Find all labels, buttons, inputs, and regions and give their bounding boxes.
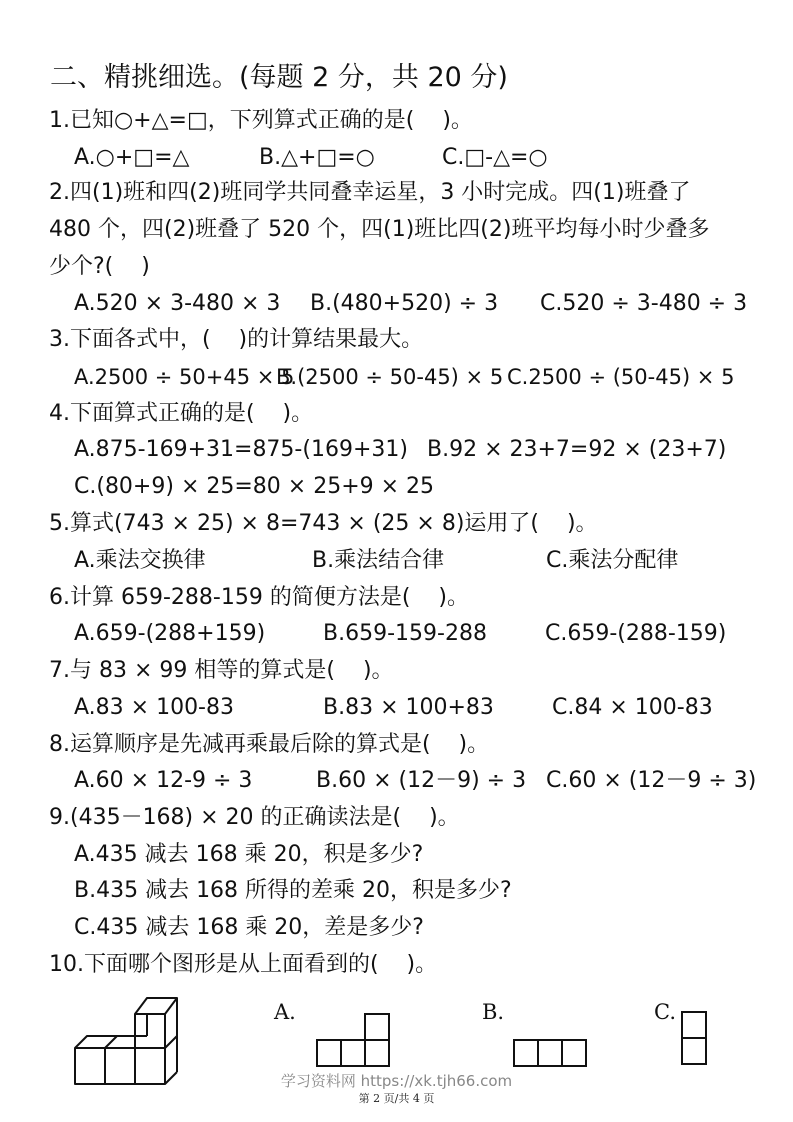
section-title: 二、精挑细选。(每题 2 分，共 20 分) xyxy=(50,62,508,93)
question-5-stem: 5.算式(743 × 25) × 8=743 × (25 × 8)运用了( )。 xyxy=(49,511,598,536)
question-2-stem-line-1: 2.四(1)班和四(2)班同学共同叠幸运星，3 小时完成。四(1)班叠了 xyxy=(49,180,691,205)
question-1-option-c[interactable]: C.□-△=○ xyxy=(442,145,548,170)
question-8-option-c[interactable]: C.60 × (12－9 ÷ 3) xyxy=(546,768,757,793)
question-7-option-a[interactable]: A.83 × 100-83 xyxy=(74,695,234,720)
question-8-stem: 8.运算顺序是先减再乘最后除的算式是( )。 xyxy=(49,732,490,757)
question-5-option-b[interactable]: B.乘法结合律 xyxy=(312,548,445,573)
question-2-stem-line-3: 少个?( ) xyxy=(49,254,150,279)
question-7-stem: 7.与 83 × 99 相等的算式是( )。 xyxy=(49,658,394,683)
watermark-url: 学习资料网 https://xk.tjh66.com xyxy=(280,1072,513,1090)
question-5-option-a[interactable]: A.乘法交换律 xyxy=(74,548,206,573)
question-10-option-c-label[interactable]: C. xyxy=(654,1000,676,1024)
question-2-option-c[interactable]: C.520 ÷ 3-480 ÷ 3 xyxy=(540,291,748,316)
question-6-option-b[interactable]: B.659-159-288 xyxy=(323,621,487,646)
question-6-option-a[interactable]: A.659-(288+159) xyxy=(74,621,266,646)
question-4-stem: 4.下面算式正确的是( )。 xyxy=(49,401,314,426)
question-8-option-b[interactable]: B.60 × (12－9) ÷ 3 xyxy=(316,768,527,793)
question-7-option-c[interactable]: C.84 × 100-83 xyxy=(552,695,713,720)
question-9-option-c[interactable]: C.435 减去 168 乘 20，差是多少? xyxy=(74,915,424,940)
question-3-option-b[interactable]: B.(2500 ÷ 50-45) × 5 xyxy=(276,365,504,389)
question-3-option-a[interactable]: A.2500 ÷ 50+45 × 5 xyxy=(74,365,295,389)
question-9-option-a[interactable]: A.435 减去 168 乘 20，积是多少? xyxy=(74,842,424,867)
question-10-option-a-label[interactable]: A. xyxy=(274,1000,296,1024)
question-10-stem: 10.下面哪个图形是从上面看到的( )。 xyxy=(49,952,438,977)
question-2-stem-line-2: 480 个，四(2)班叠了 520 个，四(1)班比四(2)班平均每小时少叠多 xyxy=(49,217,710,242)
question-10-option-b-label[interactable]: B. xyxy=(482,1000,505,1024)
question-6-option-c[interactable]: C.659-(288-159) xyxy=(545,621,727,646)
question-4-option-b[interactable]: B.92 × 23+7=92 × (23+7) xyxy=(427,437,727,462)
question-8-option-a[interactable]: A.60 × 12-9 ÷ 3 xyxy=(74,768,253,793)
question-1-option-b[interactable]: B.△+□=○ xyxy=(259,145,375,170)
question-2-option-b[interactable]: B.(480+520) ÷ 3 xyxy=(310,291,499,316)
question-10-option-a-figure[interactable] xyxy=(315,1010,391,1070)
page-number: 第 2 页/共 4 页 xyxy=(358,1092,435,1105)
question-5-option-c[interactable]: C.乘法分配律 xyxy=(546,548,679,573)
question-4-option-c[interactable]: C.(80+9) × 25=80 × 25+9 × 25 xyxy=(74,474,435,499)
question-10-option-c-figure[interactable] xyxy=(679,1008,709,1070)
question-1-stem: 1.已知○+△=□，下列算式正确的是( )。 xyxy=(49,108,473,133)
question-9-option-b[interactable]: B.435 减去 168 所得的差乘 20，积是多少? xyxy=(74,878,512,903)
question-7-option-b[interactable]: B.83 × 100+83 xyxy=(323,695,494,720)
question-1-option-a[interactable]: A.○+□=△ xyxy=(74,145,190,170)
question-4-option-a[interactable]: A.875-169+31=875-(169+31) xyxy=(74,437,408,462)
question-3-option-c[interactable]: C.2500 ÷ (50-45) × 5 xyxy=(507,365,735,389)
question-3-stem: 3.下面各式中，( )的计算结果最大。 xyxy=(49,327,424,352)
question-9-stem: 9.(435－168) × 20 的正确读法是( )。 xyxy=(49,805,460,830)
question-10-option-b-figure[interactable] xyxy=(512,1036,588,1070)
question-6-stem: 6.计算 659-288-159 的简便方法是( )。 xyxy=(49,585,469,610)
question-2-option-a[interactable]: A.520 × 3-480 × 3 xyxy=(74,291,281,316)
